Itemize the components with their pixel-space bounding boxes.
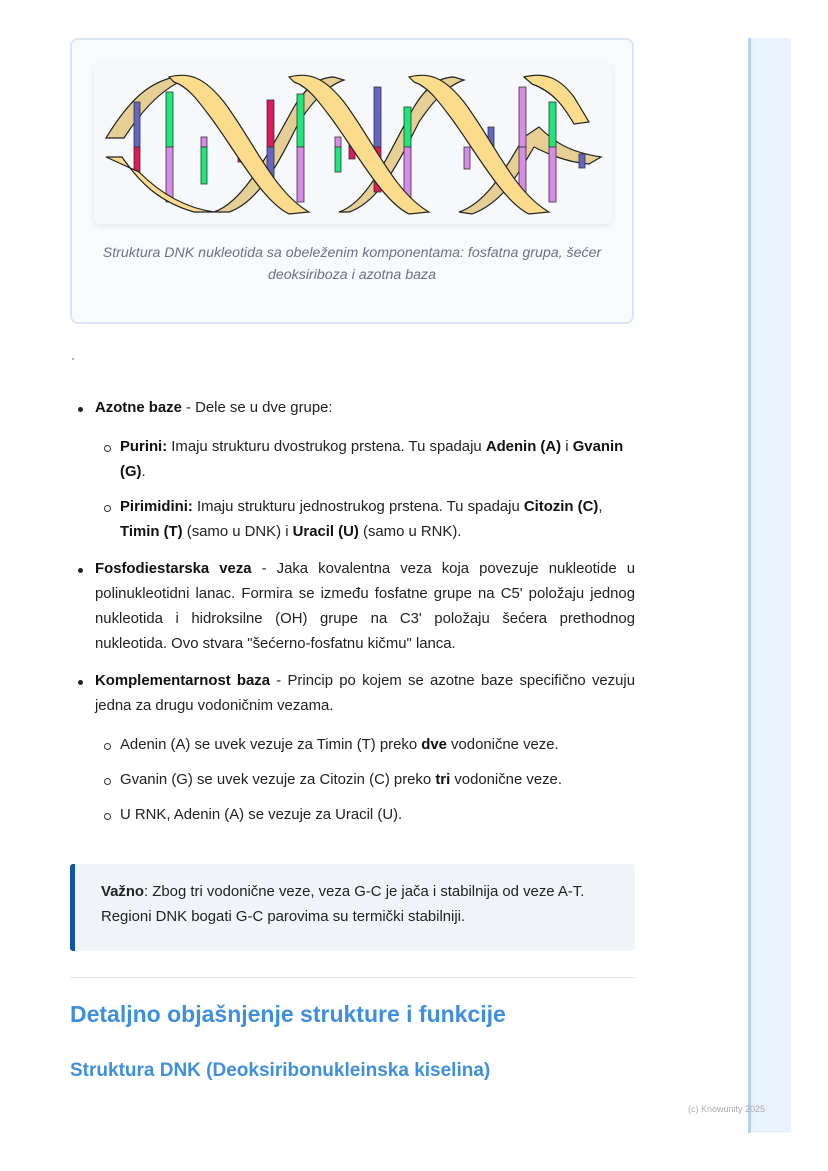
list-item-komplementarnost: Komplementarnost baza - Princip po kojem se azotne baze specifično vezuju jedna za drugu vodoničnim vezama. Adenin (A) se uvek vezuje za Timin (T) preko dve vodonične veze. Gvanin (G) se uvek vezuje za Citozin (C) preko tri vodonične veze. U RNK, Adenin (A) se vezuje za Uracil (U).	[70, 669, 635, 828]
list-item-fosfodiestarska: Fosfodiestarska veza - Jaka kovalentna veza koja povezuje nukleotide u polinukleotidni lanac. Formira se između fosfatne grupe na C5' položaju jednog nukleotida i hidroksilne (OH) grupe na C3' položaju šećera prethodnog nukleotida. Ovo stvara "šećerno-fosfatnu kičmu" lanca.	[70, 557, 635, 657]
main-list	[70, 396, 635, 828]
sub-item-purini: Purini: Imaju strukturu dvostrukog prstena. Tu spadaju Adenin (A) i Gvanin (G).	[95, 435, 635, 485]
sub-item-pirimidini: Pirimidini: Imaju strukturu jednostrukog prstena. Tu spadaju Citozin (C), Timin (T) (samo u DNK) i Uracil (U) (samo u RNK).	[95, 495, 635, 545]
sub-item-rna: U RNK, Adenin (A) se vezuje za Uracil (U).	[95, 803, 635, 828]
term-fosfodiestarska: Fosfodiestarska veza	[95, 561, 252, 577]
term-komplementarnost: Komplementarnost baza	[95, 673, 271, 689]
document-page	[70, 38, 635, 1081]
content-body	[70, 396, 635, 840]
section-heading: Detaljno objašnjenje strukture i funkcije	[70, 1001, 506, 1027]
section-divider	[70, 977, 635, 978]
side-panel	[748, 38, 791, 1133]
dna-helix-icon	[94, 62, 612, 224]
term-azotne-baze: Azotne baze	[95, 400, 182, 416]
note-text: : Zbog tri vodonične veze, veza G-C je jača i stabilnija od veze A-T. Regioni DNK bogati G-C parovima su termički stabilniji.	[101, 884, 585, 925]
note-label: Važno	[101, 884, 145, 900]
sub-item-gc: Gvanin (G) se uvek vezuje za Citozin (C) preko tri vodonične veze.	[95, 768, 635, 793]
dna-helix-image	[94, 62, 612, 224]
copyright-footer: (c) Knowunity 2025	[688, 1104, 766, 1114]
figure-card	[70, 38, 634, 324]
sub-list-azotne	[95, 435, 635, 545]
subsection-heading: Struktura DNK (Deoksiribonukleinska kiselina)	[70, 1060, 491, 1081]
list-item-azotne-baze: Azotne baze - Dele se u dve grupe: Purini: Imaju strukturu dvostrukog prstena. Tu spadaju Adenin (A) i Gvanin (G). Pirimidini: Imaju strukturu jednostrukog prstena. Tu spadaju Citozin (C), Timin (T) (samo u DNK) i Uracil (U) (samo u RNK).	[70, 396, 635, 545]
figure-caption: Struktura DNK nukleotida sa obeleženim komponentama: fosfatna grupa, šećer deoksiriboza i azotna baza	[102, 245, 602, 283]
sub-item-at: Adenin (A) se uvek vezuje za Timin (T) preko dve vodonične veze.	[95, 733, 635, 758]
important-note	[70, 864, 635, 951]
stray-backtick: `	[71, 356, 75, 370]
sub-list-komplement	[95, 733, 635, 828]
